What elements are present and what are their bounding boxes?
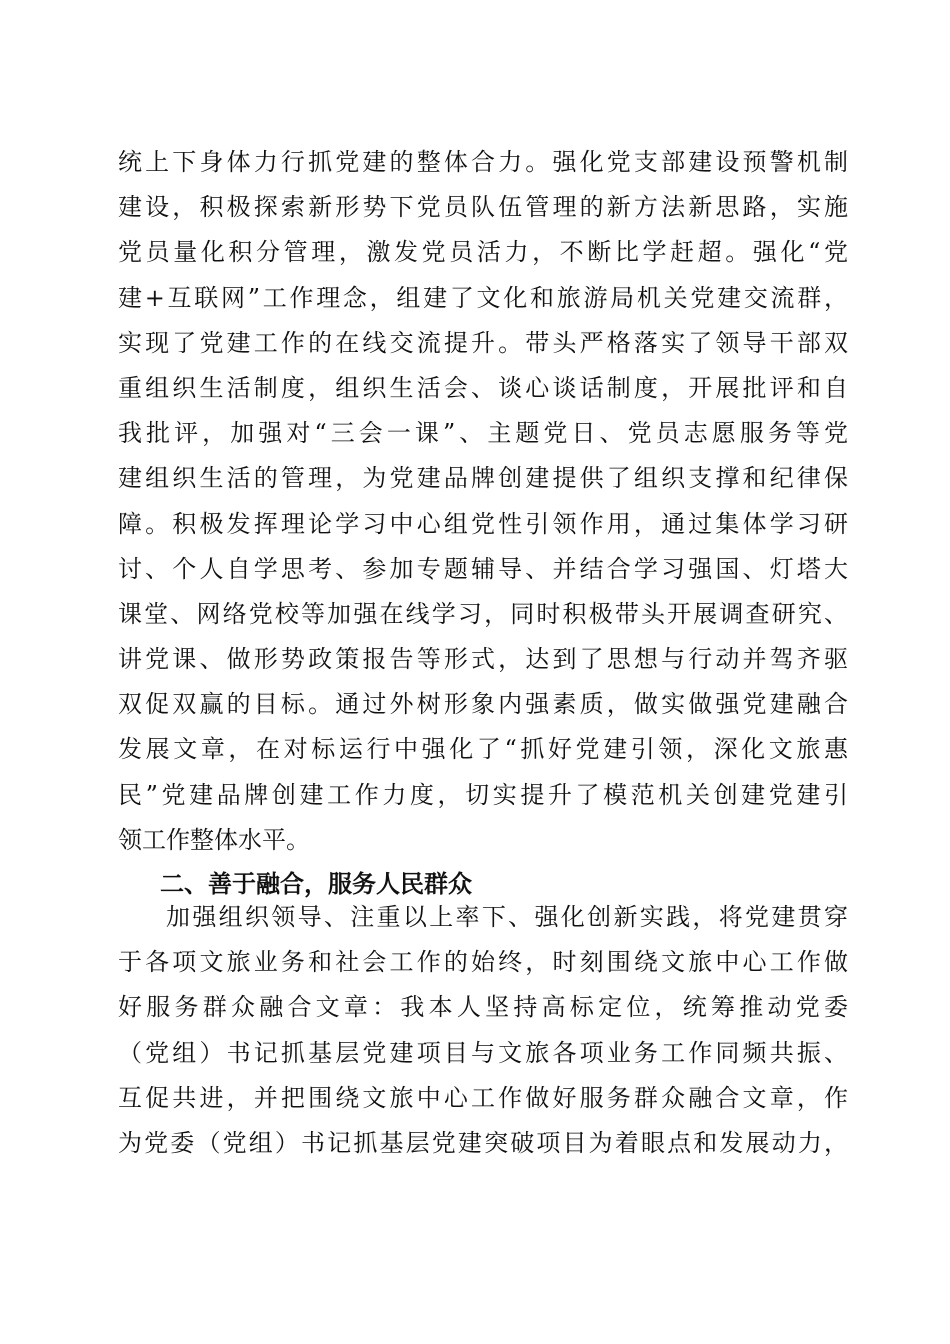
text-line: 领工作整体水平。	[118, 825, 310, 854]
section-heading: 二、善于融合，服务人民群众	[160, 870, 472, 898]
text-line: 障。积极发挥理论学习中心组党性引领作用，通过集体学习研	[118, 509, 848, 538]
text-line: 为党委（党组）书记抓基层党建突破项目为着眼点和发展动力，	[118, 1128, 848, 1157]
text-line: 实现了党建工作的在线交流提升。带头严格落实了领导干部双	[118, 328, 848, 357]
text-line: 党员量化积分管理，激发党员活力，不断比学赶超。强化“党	[118, 238, 848, 267]
text-line: 我批评，加强对“三会一课”、主题党日、党员志愿服务等党	[118, 419, 848, 448]
paragraph-party-building	[118, 140, 848, 863]
text-line: 双促双赢的目标。通过外树形象内强素质，做实做强党建融合	[118, 690, 848, 719]
text-line: 互促共进，并把围绕文旅中心工作做好服务群众融合文章，作	[118, 1083, 848, 1112]
text-line: 课堂、网络党校等加强在线学习，同时积极带头开展调查研究、	[118, 599, 848, 628]
text-line: 民”党建品牌创建工作力度，切实提升了模范机关创建党建引	[118, 780, 848, 809]
text-line: 统上下身体力行抓党建的整体合力。强化党支部建设预警机制	[118, 148, 848, 176]
text-line: 建组织生活的管理，为党建品牌创建提供了组织支撑和纪律保	[118, 464, 848, 493]
paragraph-integration	[118, 895, 848, 1166]
text-line: 建设，积极探索新形势下党员队伍管理的新方法新思路，实施	[118, 193, 848, 222]
text-line: 讲党课、做形势政策报告等形式，达到了思想与行动并驾齐驱	[118, 645, 848, 674]
text-line: 讨、个人自学思考、参加专题辅导、并结合学习强国、灯塔大	[118, 554, 848, 583]
text-line: 于各项文旅业务和社会工作的始终，时刻围绕文旅中心工作做	[118, 948, 848, 977]
text-line: 重组织生活制度，组织生活会、谈心谈话制度，开展批评和自	[118, 373, 848, 402]
text-line: （党组）书记抓基层党建项目与文旅各项业务工作同频共振、	[118, 1038, 848, 1067]
text-line: 建+互联网”工作理念，组建了文化和旅游局机关党建交流群，	[118, 283, 848, 312]
text-line: 发展文章，在对标运行中强化了“抓好党建引领，深化文旅惠	[118, 735, 848, 764]
text-line: 好服务群众融合文章：我本人坚持高标定位，统筹推动党委	[118, 993, 848, 1022]
text-line: 加强组织领导、注重以上率下、强化创新实践，将党建贯穿	[166, 903, 848, 931]
